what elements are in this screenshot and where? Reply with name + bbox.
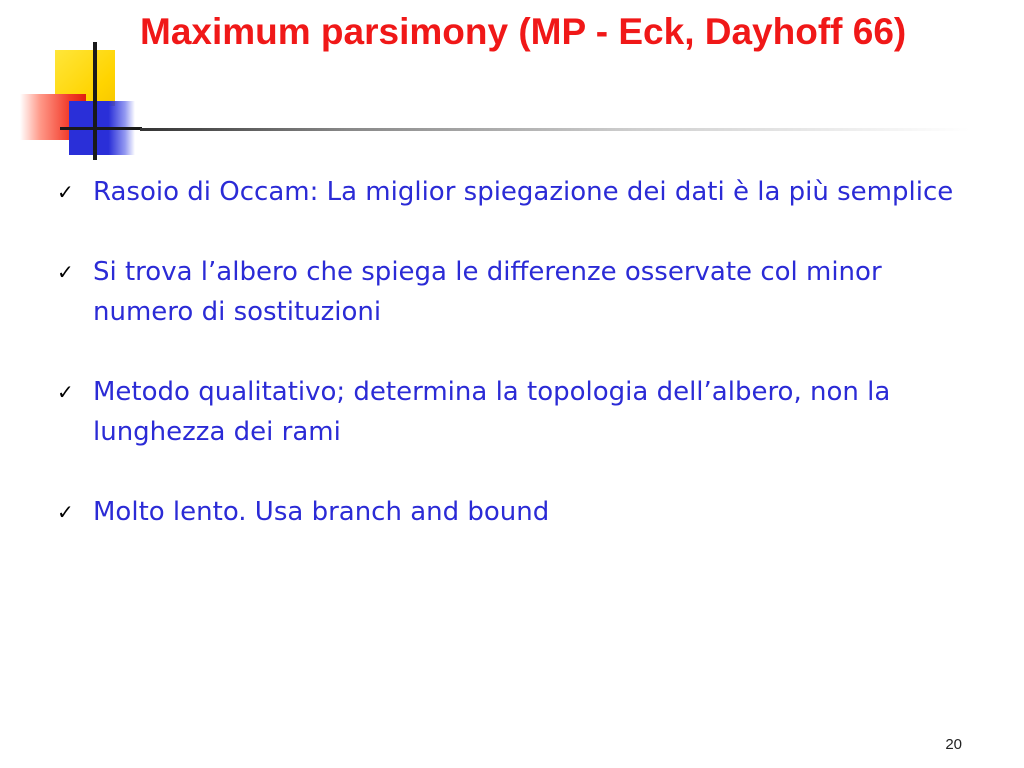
bullet-list bbox=[57, 172, 987, 572]
bullet-text: Molto lento. Usa branch and bound bbox=[93, 497, 550, 527]
title-divider bbox=[140, 128, 970, 131]
page-number: 20 bbox=[945, 736, 962, 753]
bullet-item bbox=[57, 252, 987, 332]
bullet-item bbox=[57, 492, 987, 532]
bullet-item bbox=[57, 372, 987, 452]
checkmark-icon: ✓ bbox=[57, 380, 74, 404]
logo-vertical-line bbox=[93, 42, 97, 160]
bullet-item bbox=[57, 172, 987, 212]
bullet-text: Si trova l’albero che spiega le differenze osservate col minor numero di sostituzioni bbox=[93, 257, 882, 327]
checkmark-icon: ✓ bbox=[57, 180, 74, 204]
checkmark-icon: ✓ bbox=[57, 260, 74, 284]
decorative-logo-icon bbox=[0, 0, 160, 170]
bullet-text: Metodo qualitativo; determina la topologia dell’albero, non la lunghezza dei rami bbox=[93, 377, 891, 447]
bullet-text: Rasoio di Occam: La miglior spiegazione dei dati è la più semplice bbox=[93, 177, 954, 207]
checkmark-icon: ✓ bbox=[57, 500, 74, 524]
slide-title: Maximum parsimony (MP - Eck, Dayhoff 66) bbox=[140, 11, 907, 52]
logo-horizontal-line bbox=[60, 127, 142, 130]
